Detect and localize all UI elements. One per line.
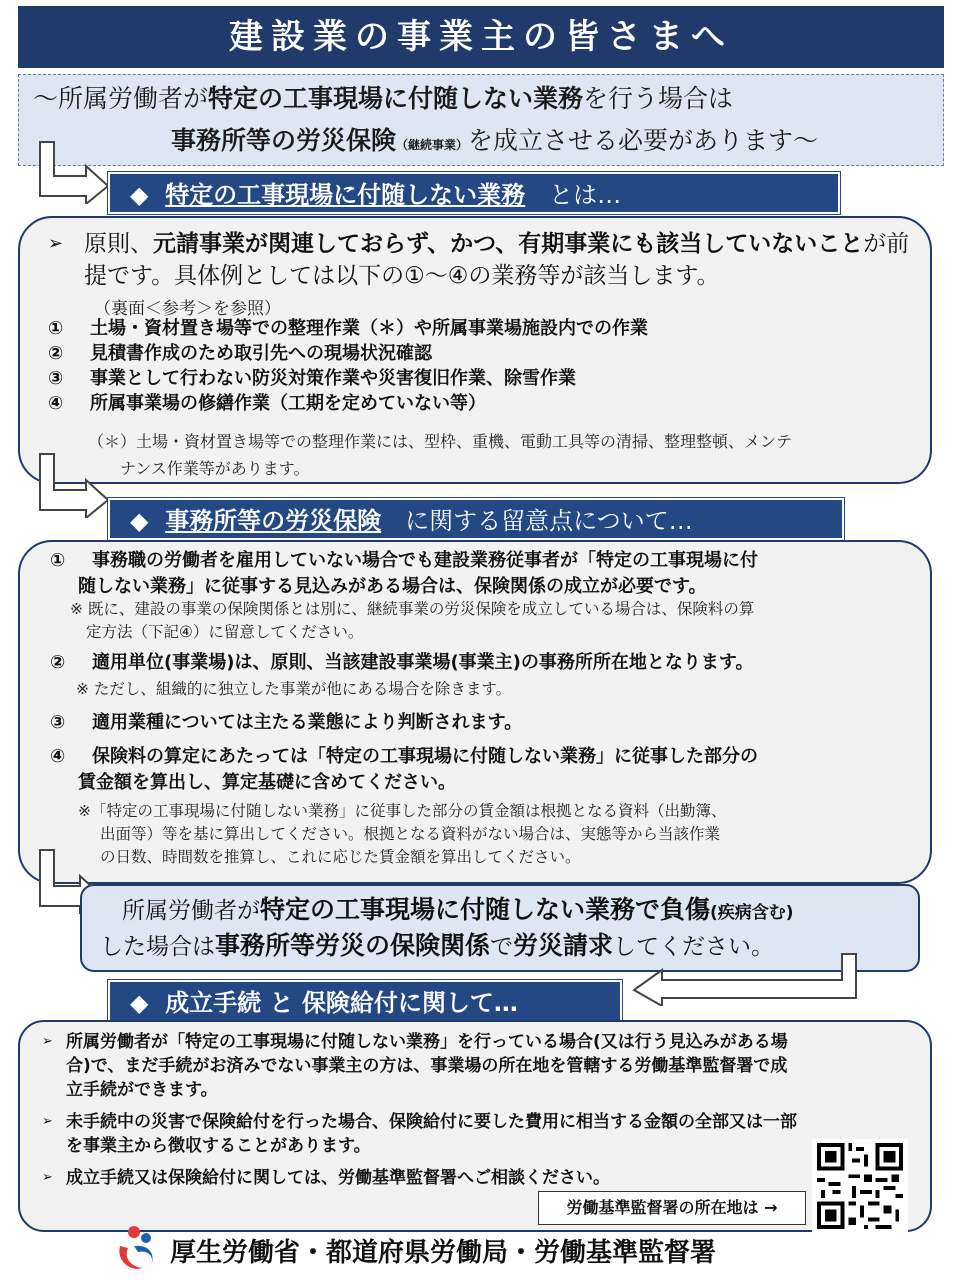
procedure-bullet: ➢ 成立手続又は保険給付に関しては、労働基準監督署へご相談ください。 bbox=[42, 1168, 610, 1188]
return-arrow-icon bbox=[628, 952, 862, 1006]
notice-item-3: ③ 適用業種については主たる業態により判断されます。 bbox=[50, 712, 523, 733]
notice-item-4: ④ 保険料の算定にあたっては「特定の工事現場に付随しない業務」に従事した部分の 賃金額を算出し、算定基礎に含めてください。 bbox=[50, 746, 758, 793]
ministry-logo-icon bbox=[112, 1222, 166, 1274]
intro-line-2: 事務所等の労災保険（継続事業）を成立させる必要があります～ bbox=[171, 126, 819, 155]
arrow-bullet-icon: ➢ bbox=[42, 1170, 53, 1185]
arrow-bullet-icon: ➢ bbox=[42, 1034, 53, 1049]
list-item: ④ 所属事業場の修繕作業（工期を定めていない等） bbox=[48, 393, 486, 414]
connector-arrow-icon bbox=[34, 140, 114, 204]
section1-lead: ➢ 原則、元請事業が関連しておらず、かつ、有期事業にも該当していないことが前提です。具体例としては以下の①～④の業務等が該当します。 bbox=[48, 228, 918, 292]
notice-sub-4: ※「特定の工事現場に付随しない業務」に従事した部分の賃金額は根拠となる資料（出勤簿、 出面等）等を基に算出してください。根拠となる資料がない場合は、実態等から当該作業 の日数、時間数を推算し、これに応じた賃金額を算出してください。 bbox=[78, 802, 727, 866]
list-item: ① 土場・資材置き場等での整理作業（＊）や所属事業場施設内での作業 bbox=[48, 318, 648, 339]
arrow-bullet-icon: ➢ bbox=[48, 233, 64, 254]
section4-header: ◆ 成立手続 と 保険給付に関して… bbox=[108, 980, 622, 1022]
claim-line-1: 所属労働者が特定の工事現場に付随しない業務で負傷(疾病含む) bbox=[122, 895, 794, 924]
intro-line-1: ～所属労働者が特定の工事現場に付随しない業務を行う場合は bbox=[33, 84, 734, 113]
claim-line-2: した場合は事務所等労災の保険関係で労災請求してください。 bbox=[100, 931, 775, 960]
page-title: 建設業の事業主の皆さまへ bbox=[18, 6, 944, 68]
reference-note: （裏面＜参考＞を参照） bbox=[94, 299, 281, 319]
list-item: ③ 事業として行わない防災対策作業や災害復旧作業、除雪作業 bbox=[48, 368, 576, 389]
example-list bbox=[48, 316, 648, 416]
footer-organizations: 厚生労働省・都道府県労働局・労働基準監督署 bbox=[170, 1238, 717, 1268]
qr-code-icon[interactable] bbox=[812, 1139, 908, 1233]
asterisk-note: （＊）土場・資材置き場等での整理作業には、型枠、重機、電動工具等の清掃、整理整頓、メンテ ナンス作業等があります。 bbox=[88, 432, 793, 478]
section2-panel bbox=[18, 540, 932, 884]
notice-item-2: ② 適用単位(事業場)は、原則、当該建設事業場(事業主)の事務所所在地となります。 bbox=[50, 652, 754, 673]
procedure-bullet: ➢ 未手続中の災害で保険給付を行った場合、保険給付に要した費用に相当する金額の全部又は一部 を事業主から徴収することがあります。 bbox=[42, 1112, 797, 1156]
procedure-bullet: ➢ 所属労働者が「特定の工事現場に付随しない業務」を行っている場合(又は行う見込みがある場 合)で、まだ手続がお済みでない事業主の方は、事業場の所在地を管轄する労働基準監督署で成 立手続ができます。 bbox=[42, 1032, 788, 1100]
section1-header: ◆ 特定の工事現場に付随しない業務 とは… bbox=[108, 172, 840, 214]
notice-item-1: ① 事務職の労働者を雇用していない場合でも建設業務従事者が「特定の工事現場に付 随しない業務」に従事する見込みがある場合は、保険関係の成立が必要です。 bbox=[50, 550, 758, 597]
notice-sub-1: ※ 既に、建設の事業の保険関係とは別に、継続事業の労災保険を成立している場合は、保険料の算 定方法（下記④）に留意してください。 bbox=[70, 600, 755, 641]
intro-box bbox=[18, 74, 944, 166]
notice-sub-2: ※ ただし、組織的に独立した事業が他にある場合を除きます。 bbox=[76, 680, 512, 698]
connector-arrow-icon bbox=[34, 452, 114, 518]
list-item: ② 見積書作成のため取引先への現場状況確認 bbox=[48, 343, 432, 364]
section1-panel bbox=[18, 216, 932, 484]
arrow-bullet-icon: ➢ bbox=[42, 1114, 53, 1129]
office-location-link[interactable]: 労働基準監督署の所在地は → bbox=[538, 1191, 806, 1225]
section2-header: ◆ 事務所等の労災保険 に関する留意点について… bbox=[108, 498, 844, 540]
